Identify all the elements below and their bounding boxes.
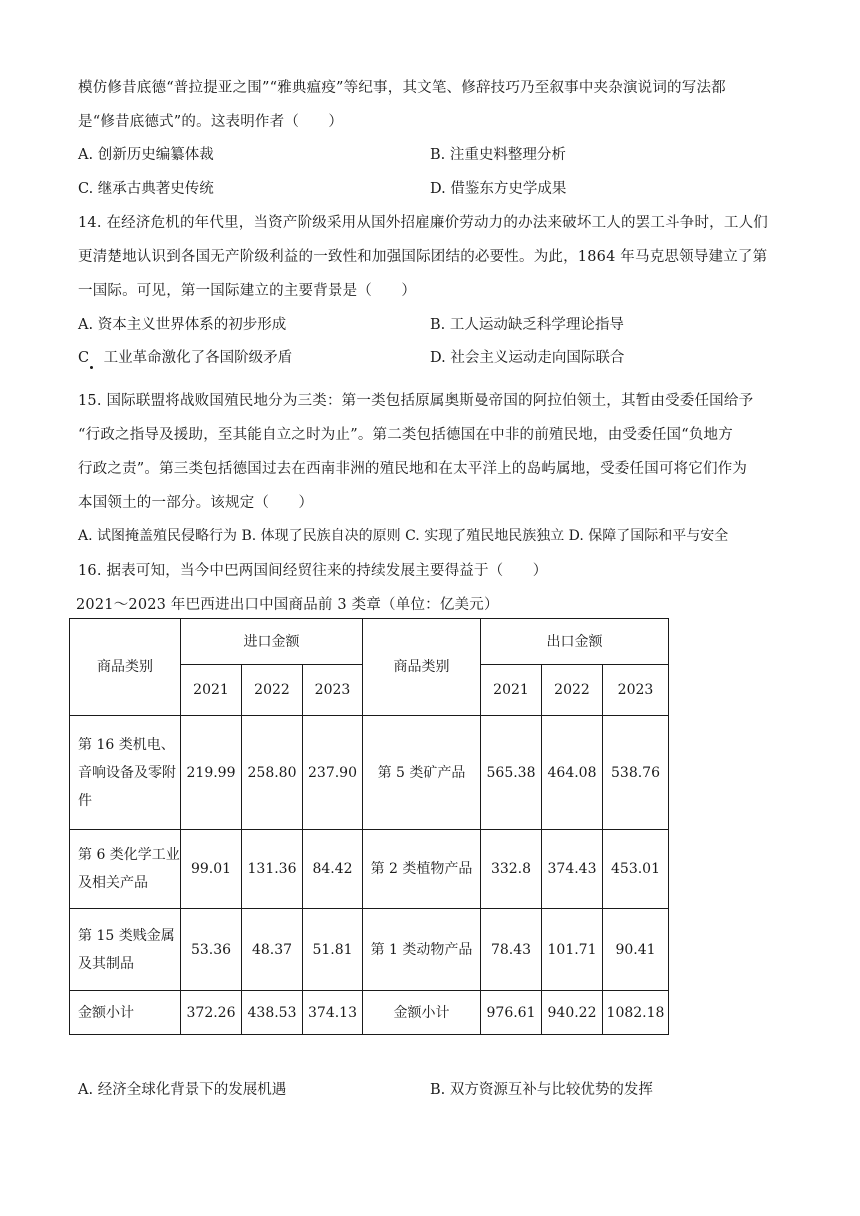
import-value-cell: 84.42 [303, 830, 363, 909]
import-category-cell: 第 6 类化学工业及相关产品 [70, 830, 181, 909]
year-header: 2021 [481, 665, 542, 716]
q14-option-d[interactable]: D. 社会主义运动走向国际联合 [430, 350, 625, 366]
export-value-cell: 90.41 [603, 909, 669, 991]
export-total-cell: 940.22 [542, 991, 603, 1035]
export-category-cell: 第 1 类动物产品 [363, 909, 481, 991]
import-total-cell: 438.53 [242, 991, 303, 1035]
import-value-cell: 53.36 [181, 909, 242, 991]
export-category-cell: 第 5 类矿产品 [363, 716, 481, 830]
q14-option-a[interactable]: A. 资本主义世界体系的初步形成 [78, 317, 287, 333]
import-total-cell: 372.26 [181, 991, 242, 1035]
q15-stem-line3: 行政之责”。第三类包括德国过去在西南非洲的殖民地和在太平洋上的岛屿属地，受委任国可将它们作为 [78, 461, 748, 477]
q15-stem-line1: 15. 国际联盟将战败国殖民地分为三类：第一类包括原属奥斯曼帝国的阿拉伯领土，其暂由受委任国给予 [78, 393, 754, 409]
q14-option-b[interactable]: B. 工人运动缺乏科学理论指导 [430, 317, 624, 333]
q15-stem-line2: “行政之指导及援助，至其能自立之时为止”。第二类包括德国在中非的前殖民地，由受委任国“负地方 [78, 427, 733, 443]
import-category-cell: 第 16 类机电、音响设备及零附件 [70, 716, 181, 830]
export-value-cell: 374.43 [542, 830, 603, 909]
stray-dot [90, 366, 93, 369]
header-export-amount: 出口金额 [481, 619, 669, 665]
year-header: 2021 [181, 665, 242, 716]
header-import-amount: 进口金额 [181, 619, 363, 665]
q14-stem-line3: 一国际。可见，第一国际建立的主要背景是（ ） [78, 283, 417, 299]
import-category-cell: 第 15 类贱金属及其制品 [70, 909, 181, 991]
import-value-cell: 51.81 [303, 909, 363, 991]
import-subtotal-label: 金额小计 [70, 991, 181, 1035]
trade-table [69, 618, 669, 1035]
q14-stem-line1: 14. 在经济危机的年代里，当资产阶级采用从国外招雇廉价劳动力的办法来破坏工人的罢工斗争时，工人们 [78, 215, 768, 231]
import-value-cell: 99.01 [181, 830, 242, 909]
q15-stem-line4: 本国领土的一部分。该规定（ ） [78, 495, 314, 511]
q13-option-b[interactable]: B. 注重史料整理分析 [430, 147, 566, 163]
q16-option-b[interactable]: B. 双方资源互补与比较优势的发挥 [430, 1082, 653, 1098]
year-header: 2022 [542, 665, 603, 716]
table-caption: 2021～2023 年巴西进出口中国商品前 3 类章（单位：亿美元） [76, 597, 499, 613]
export-value-cell: 101.71 [542, 909, 603, 991]
export-value-cell: 78.43 [481, 909, 542, 991]
q13-stem-line2: 是“修昔底德式”的。这表明作者（ ） [78, 114, 344, 130]
q13-option-a[interactable]: A. 创新历史编纂体裁 [78, 147, 214, 163]
import-value-cell: 131.36 [242, 830, 303, 909]
import-total-cell: 374.13 [303, 991, 363, 1035]
q13-option-c[interactable]: C. 继承古典著史传统 [78, 181, 214, 197]
import-value-cell: 219.99 [181, 716, 242, 830]
import-value-cell: 258.80 [242, 716, 303, 830]
import-value-cell: 48.37 [242, 909, 303, 991]
export-value-cell: 453.01 [603, 830, 669, 909]
q14-stem-line2: 更清楚地认识到各国无产阶级利益的一致性和加强国际团结的必要性。为此，1864 年马克思领导建立了第 [78, 249, 768, 265]
q16-stem: 16. 据表可知，当今中巴两国间经贸往来的持续发展主要得益于（ ） [78, 563, 548, 579]
q15-options[interactable]: A. 试图掩盖殖民侵略行为 B. 体现了民族自决的原则 C. 实现了殖民地民族独立 D. 保障了国际和平与安全 [78, 528, 729, 544]
header-export-category: 商品类别 [363, 619, 481, 716]
year-header: 2023 [603, 665, 669, 716]
q13-stem-line1: 模仿修昔底德“普拉提亚之围”“雅典瘟疫”等纪事，其文笔、修辞技巧乃至叙事中夹杂演说词的写法都 [78, 80, 726, 96]
export-total-cell: 1082.18 [603, 991, 669, 1035]
export-subtotal-label: 金额小计 [363, 991, 481, 1035]
export-value-cell: 565.38 [481, 716, 542, 830]
q16-option-a[interactable]: A. 经济全球化背景下的发展机遇 [78, 1082, 287, 1098]
export-value-cell: 538.76 [603, 716, 669, 830]
year-header: 2023 [303, 665, 363, 716]
export-total-cell: 976.61 [481, 991, 542, 1035]
export-category-cell: 第 2 类植物产品 [363, 830, 481, 909]
import-value-cell: 237.90 [303, 716, 363, 830]
year-header: 2022 [242, 665, 303, 716]
export-value-cell: 464.08 [542, 716, 603, 830]
q14-option-c[interactable]: C 工业革命激化了各国阶级矛盾 [78, 350, 293, 366]
q13-option-d[interactable]: D. 借鉴东方史学成果 [430, 181, 567, 197]
header-import-category: 商品类别 [70, 619, 181, 716]
export-value-cell: 332.8 [481, 830, 542, 909]
